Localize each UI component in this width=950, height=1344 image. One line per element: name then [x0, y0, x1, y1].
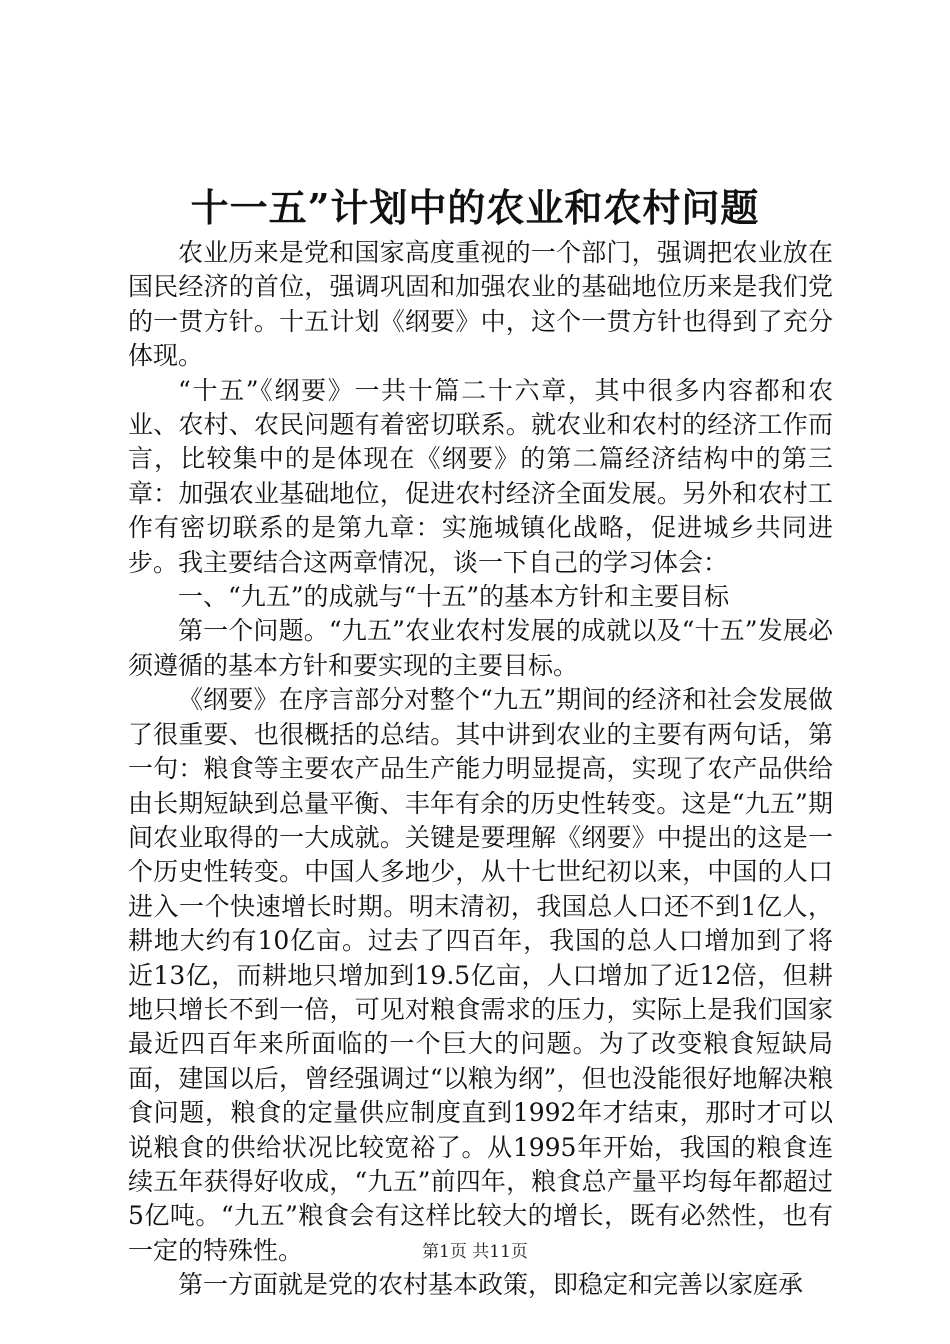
paragraph: 第一方面就是党的农村基本政策，即稳定和完善以家庭承 — [178, 1270, 804, 1300]
document-title: 十一五”计划中的农业和农村问题 — [190, 185, 760, 230]
paragraph: 农业历来是党和国家高度重视的一个部门，强调把农业放在国民经济的首位，强调巩固和加强农业的基础地位历来是我们党的一贯方针。十五计划《纲要》中，这个一贯方针也得到了充分体现。 — [128, 238, 833, 371]
paragraph: “十五”《纲要》一共十篇二十六章，其中很多内容都和农业、农村、农民问题有着密切联系。就农业和农村的经济工作而言，比较集中的是体现在《纲要》的第二篇经济结构中的第三章：加强农业基础地位，促进农村经济全面发展。另外和农村工作有密切联系的是第九章：实施城镇化战略，促进城乡共同进步。我主要结合这两章情况，谈一下自己的学习体会： — [128, 375, 833, 577]
page-footer: 第1页 共11页 — [422, 1242, 528, 1262]
paragraph: 第一个问题。“九五”农业农村发展的成就以及“十五”发展必须遵循的基本方针和要实现的主要目标。 — [128, 616, 833, 680]
paragraph: 《纲要》在序言部分对整个“九五”期间的经济和社会发展做了很重要、也很概括的总结。其中讲到农业的主要有两句话，第一句：粮食等主要农产品生产能力明显提高，实现了农产品供给由长期短缺到总量平衡、丰年有余的历史性转变。这是“九五”期间农业取得的一大成就。关键是要理解《纲要》中提出的这是一个历史性转变。中国人多地少，从十七世纪初以来，中国的人口进入一个快速增长时期。明末清初，我国总人口还不到1亿人，耕地大约有10亿亩。过去了四百年，我国的总人口增加到了将近13亿，而耕地只增加到19.5亿亩，人口增加了近12倍，但耕地只增长不到一倍，可见对粮食需求的压力，实际上是我们国家最近四百年来所面临的一个巨大的问题。为了改变粮食短缺局面，建国以后，曾经强调过“以粮为纲”，但也没能很好地解决粮食问题，粮食的定量供应制度直到1992年才结束，那时才可以说粮食的供给状况比较宽裕了。从1995年开始，我国的粮食连续五年获得好收成，“九五”前四年，粮食总产量平均每年都超过5亿吨。“九五”粮食会有这样比较大的增长，既有必然性，也有一定的特殊性。 — [128, 685, 833, 1265]
document-body — [128, 236, 833, 1303]
section-heading: 一、“九五”的成就与“十五”的基本方针和主要目标 — [178, 582, 730, 612]
